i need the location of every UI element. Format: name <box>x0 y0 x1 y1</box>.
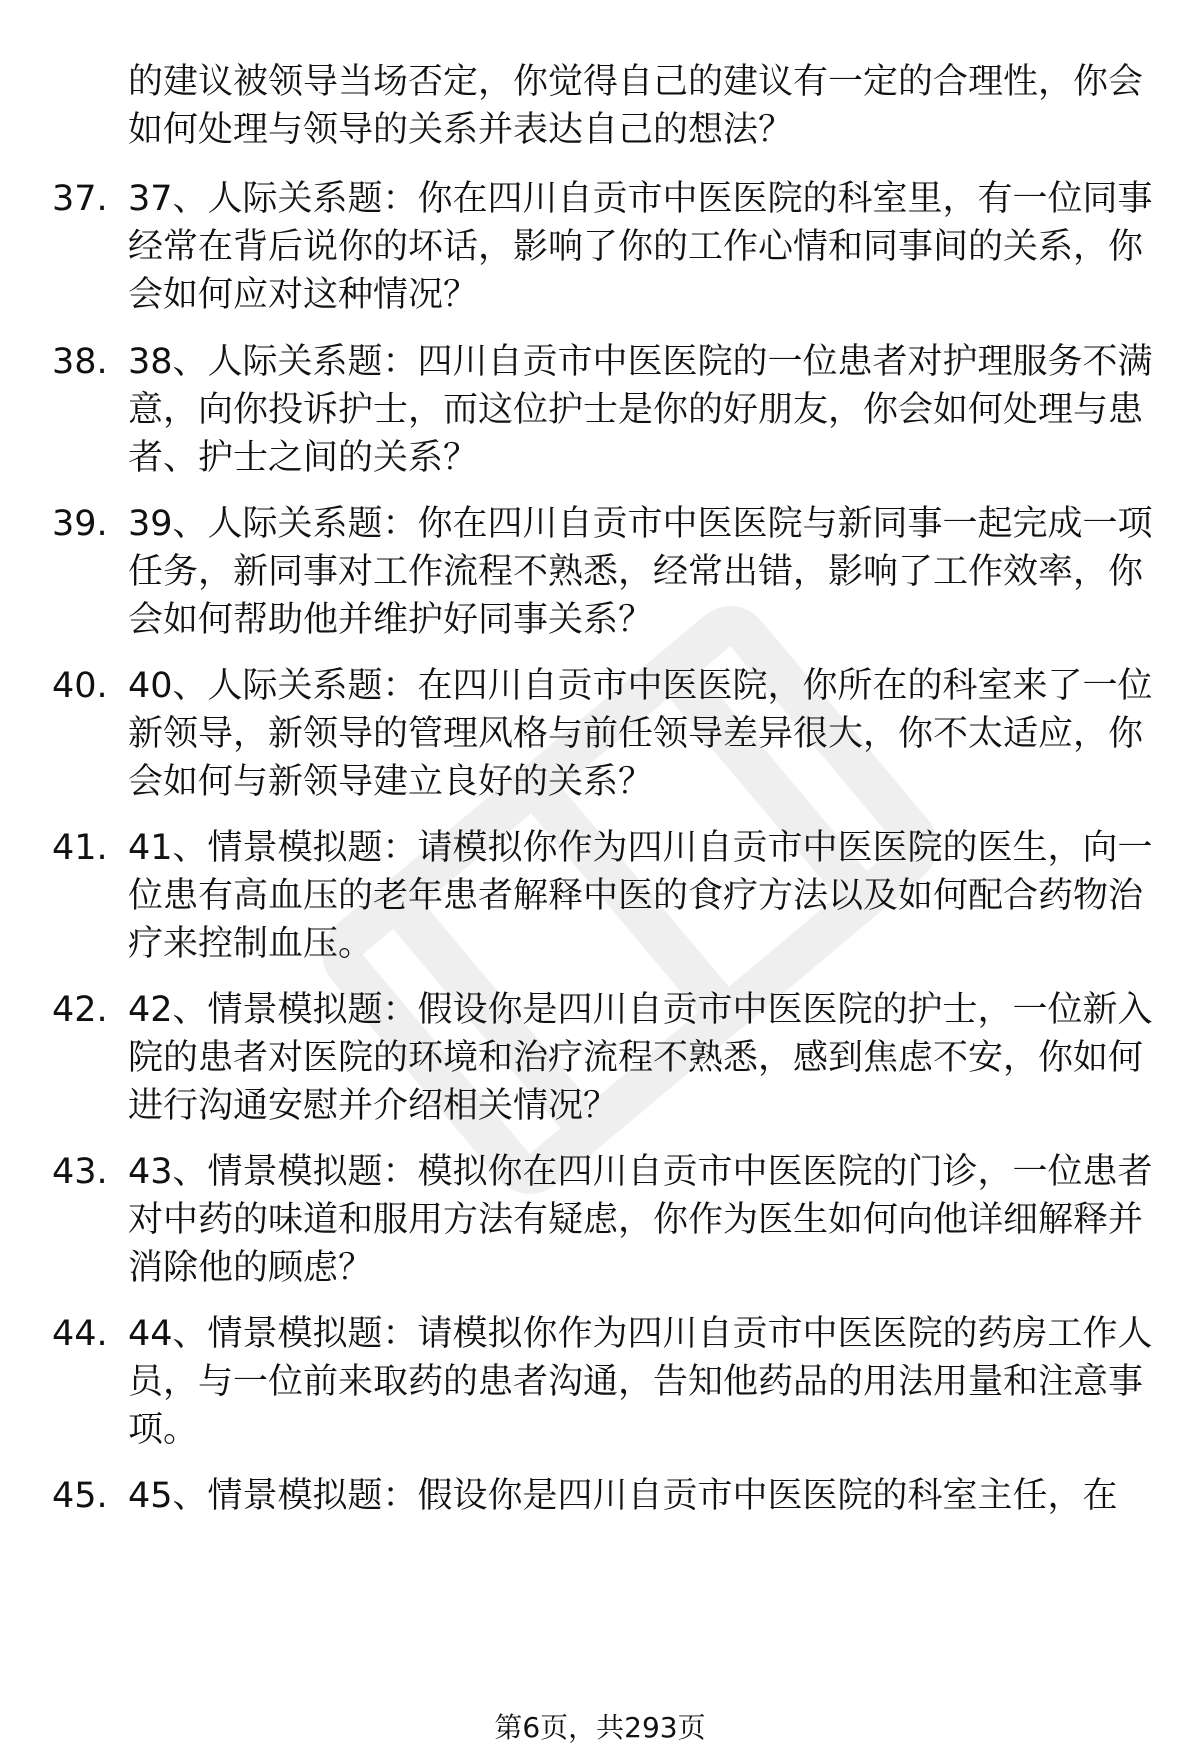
question-text: 39、人际关系题：你在四川自贡市中医医院与新同事一起完成一项任务，新同事对工作流程不熟悉，经常出错，影响了工作效率，你会如何帮助他并维护好同事关系？ <box>128 504 1153 640</box>
question-number: 39. <box>52 504 108 544</box>
question-number: 41. <box>52 828 108 868</box>
question-number: 40. <box>52 666 108 706</box>
page-footer: 第6页，共293页 <box>494 1711 706 1744</box>
question-text: 41、情景模拟题：请模拟你作为四川自贡市中医医院的医生，向一位患有高血压的老年患者解释中医的食疗方法以及如何配合药物治疗来控制血压。 <box>128 828 1153 964</box>
question-text: 43、情景模拟题：模拟你在四川自贡市中医医院的门诊，一位患者对中药的味道和服用方法有疑虑，你作为医生如何向他详细解释并消除他的顾虑？ <box>128 1152 1153 1288</box>
question-text: 45、情景模拟题：假设你是四川自贡市中医医院的科室主任，在 <box>128 1476 1118 1516</box>
question-number: 44. <box>52 1314 108 1354</box>
question-text: 37、人际关系题：你在四川自贡市中医医院的科室里，有一位同事经常在背后说你的坏话，影响了你的工作心情和同事间的关系，你会如何应对这种情况？ <box>128 179 1153 315</box>
question-number: 45. <box>52 1476 108 1516</box>
question-text: 38、人际关系题：四川自贡市中医医院的一位患者对护理服务不满意，向你投诉护士，而这位护士是你的好朋友，你会如何处理与患者、护士之间的关系？ <box>128 342 1153 478</box>
question-text: 44、情景模拟题：请模拟你作为四川自贡市中医医院的药房工作人员，与一位前来取药的患者沟通，告知他药品的用法用量和注意事项。 <box>128 1314 1153 1450</box>
question-number: 42. <box>52 990 108 1030</box>
question-text: 42、情景模拟题：假设你是四川自贡市中医医院的护士，一位新入院的患者对医院的环境和治疗流程不熟悉，感到焦虑不安，你如何进行沟通安慰并介绍相关情况？ <box>128 990 1153 1126</box>
question-number: 43. <box>52 1152 108 1192</box>
continuation-text: 的建议被领导当场否定，你觉得自己的建议有一定的合理性，你会如何处理与领导的关系并表达自己的想法？ <box>128 62 1144 150</box>
question-number: 38. <box>52 342 108 382</box>
question-number: 37. <box>52 179 108 219</box>
question-text: 40、人际关系题：在四川自贡市中医医院，你所在的科室来了一位新领导，新领导的管理风格与前任领导差异很大，你不太适应，你会如何与新领导建立良好的关系？ <box>128 666 1153 802</box>
